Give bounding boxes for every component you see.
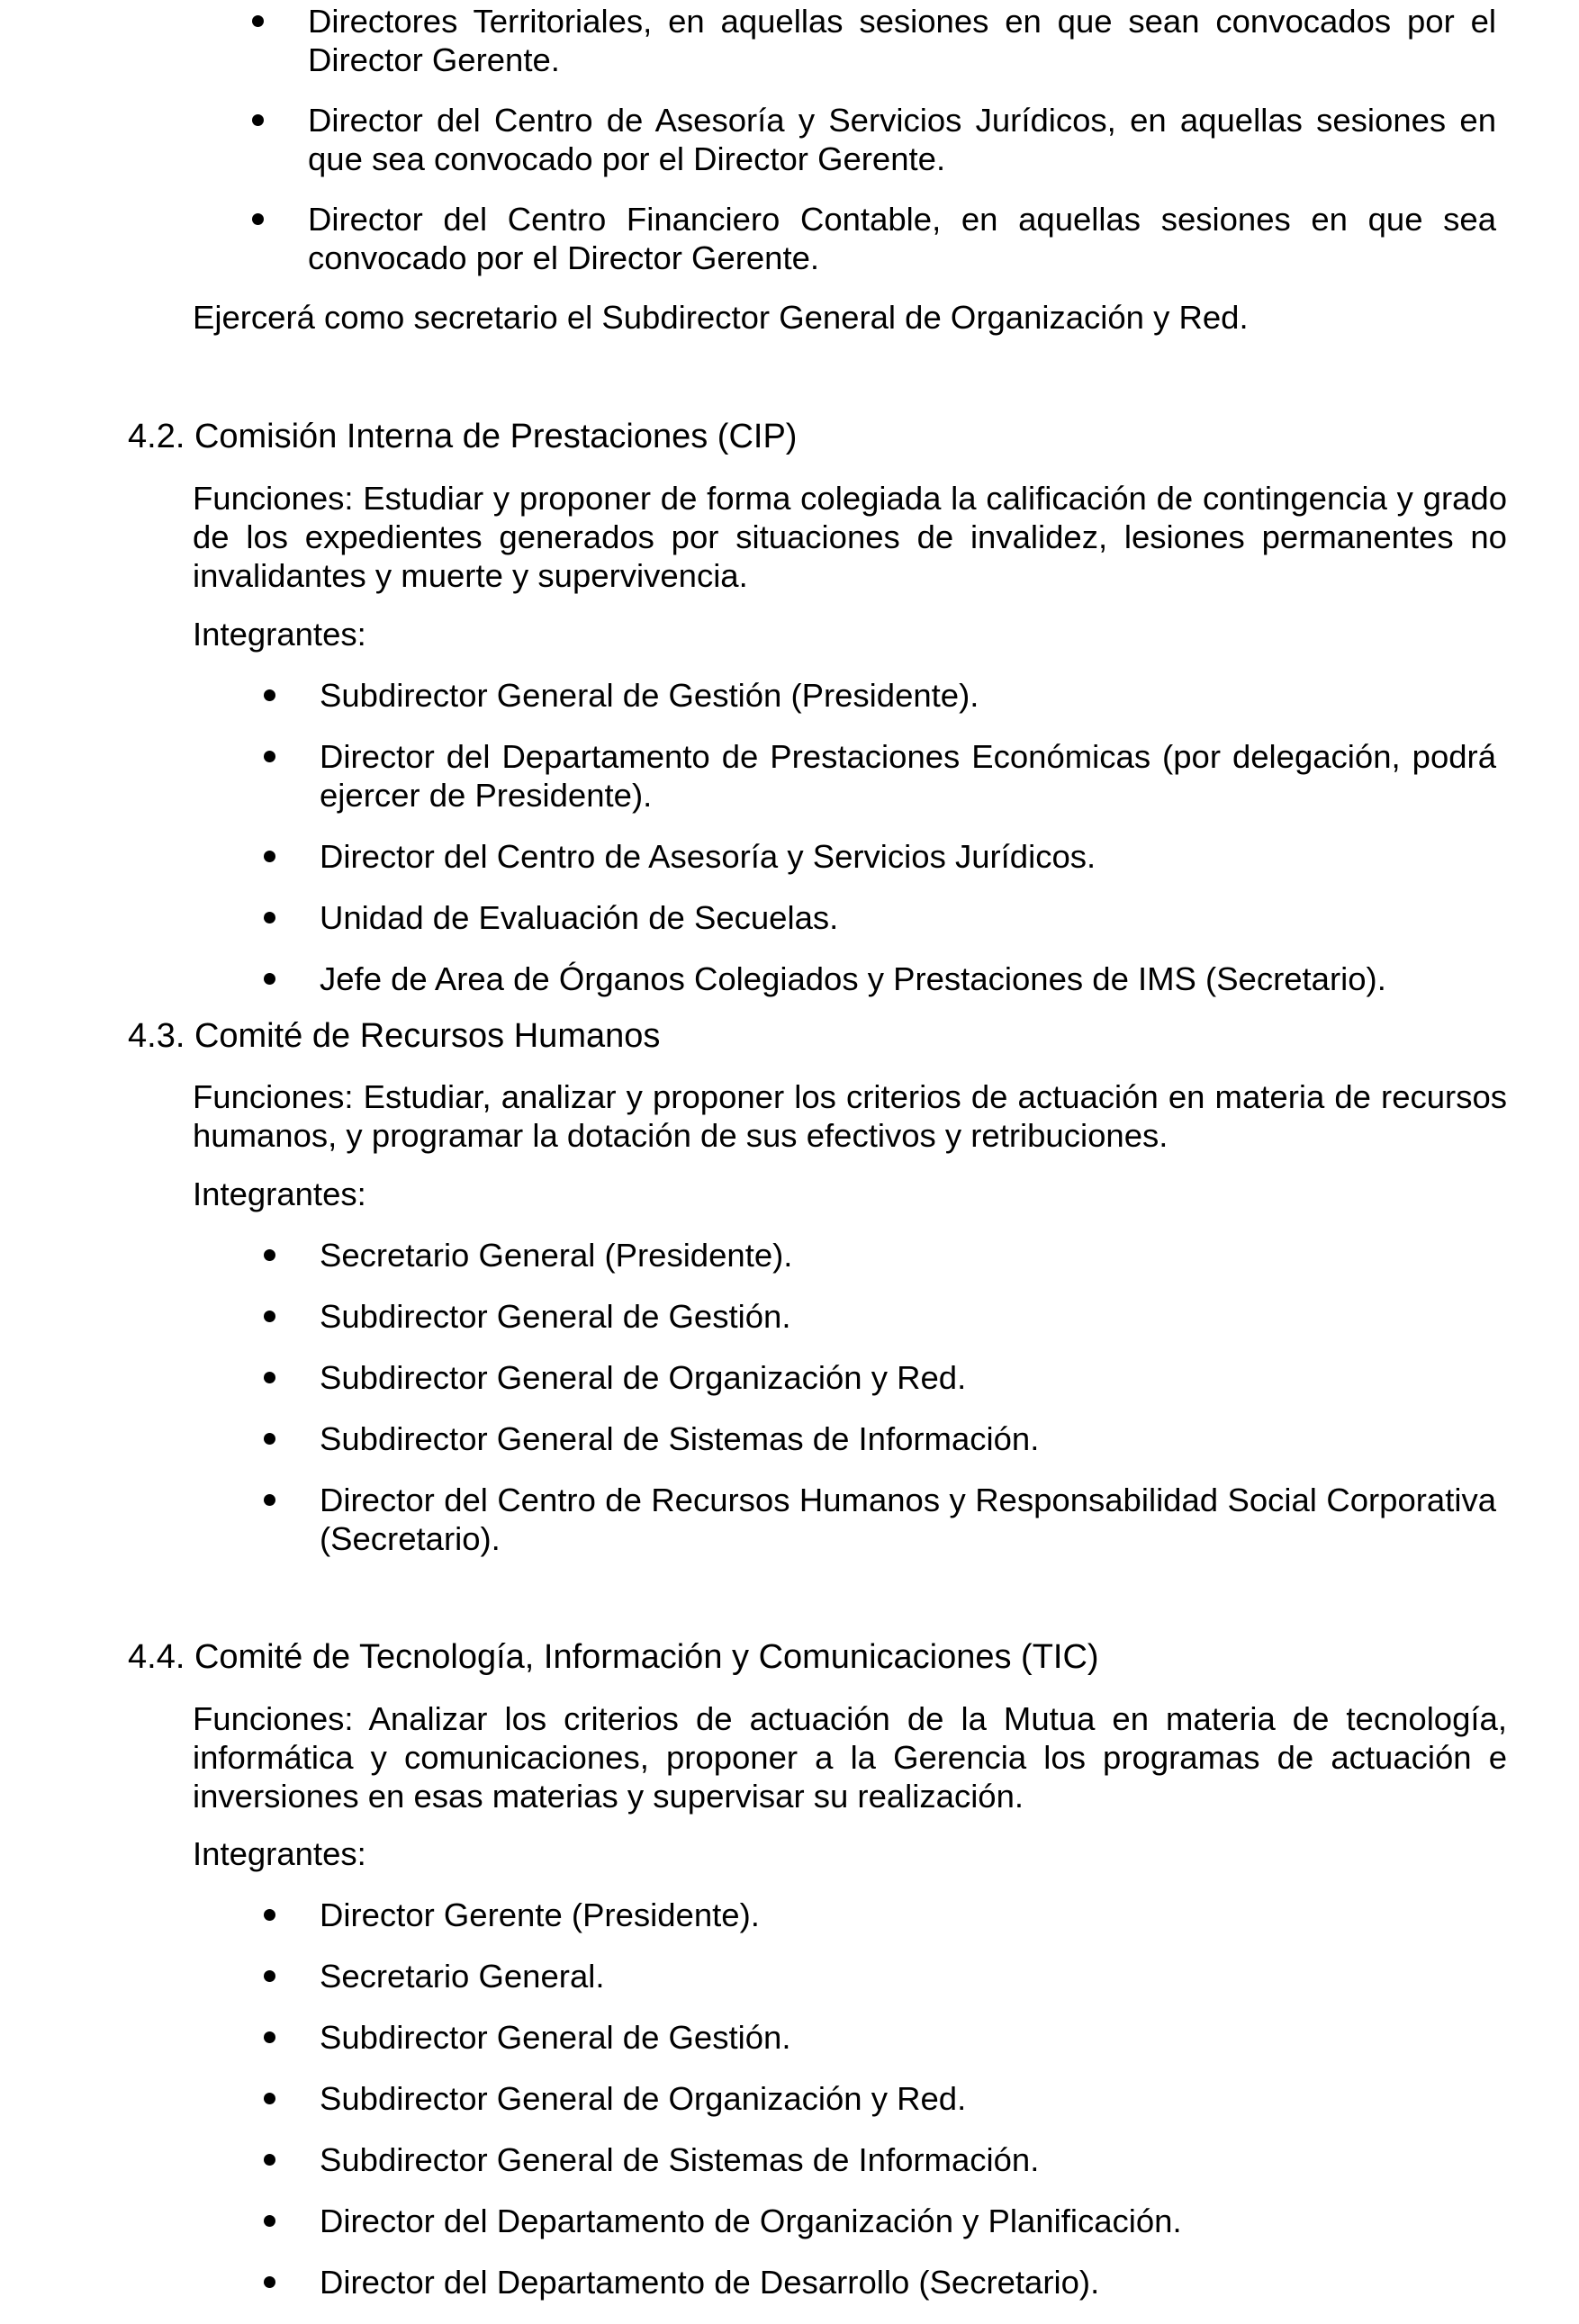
bullet-icon xyxy=(264,1372,275,1383)
section-heading: 4.2. Comisión Interna de Prestaciones (CIP) xyxy=(128,418,798,455)
bullet-icon xyxy=(264,2215,275,2227)
list-item: Subdirector General de Sistemas de Información. xyxy=(320,1419,1496,1458)
list-item: Subdirector General de Organización y Red. xyxy=(320,2079,1496,2118)
bullet-icon xyxy=(264,689,275,701)
bullet-icon xyxy=(264,1433,275,1445)
integrantes-list xyxy=(320,676,1496,1021)
bullet-icon xyxy=(264,912,275,923)
integrantes-list xyxy=(320,1236,1496,1581)
list-item: Director del Centro de Asesoría y Servicios Jurídicos, en aquellas sesiones en que sea convocado por el Director Gerente. xyxy=(308,101,1496,178)
secretary-note: Ejercerá como secretario el Subdirector General de Organización y Red. xyxy=(193,299,1249,336)
list-item: Unidad de Evaluación de Secuelas. xyxy=(320,898,1496,937)
list-item: Director Gerente (Presidente). xyxy=(320,1896,1496,1934)
bullet-icon xyxy=(264,1249,275,1261)
bullet-icon xyxy=(252,114,264,126)
bullet-icon xyxy=(264,2276,275,2288)
section-heading: 4.3. Comité de Recursos Humanos xyxy=(128,1017,661,1055)
list-item: Director del Centro de Recursos Humanos y Responsabilidad Social Corporativa (Secretario). xyxy=(320,1481,1496,1558)
list-item: Jefe de Area de Órganos Colegiados y Prestaciones de IMS (Secretario). xyxy=(320,959,1496,998)
bullet-icon xyxy=(264,973,275,985)
bullet-icon xyxy=(264,2031,275,2043)
section-funciones: Funciones: Estudiar, analizar y proponer los criterios de actuación en materia de recursos humanos, y programar la dotación de sus efectivos y retribuciones. xyxy=(193,1078,1507,1154)
list-item: Directores Territoriales, en aquellas sesiones en que sean convocados por el Director Gerente. xyxy=(308,2,1496,79)
intro-bullet-list xyxy=(308,2,1496,299)
bullet-icon xyxy=(252,15,264,27)
list-item: Director del Centro de Asesoría y Servicios Jurídicos. xyxy=(320,837,1496,876)
list-item: Subdirector General de Sistemas de Información. xyxy=(320,2140,1496,2179)
list-item: Director del Centro Financiero Contable, en aquellas sesiones en que sea convocado por el Director Gerente. xyxy=(308,200,1496,277)
section-funciones: Funciones: Analizar los criterios de actuación de la Mutua en materia de tecnología, informática y comunicaciones, proponer a la Gerencia los programas de actuación e inversiones en esas materias y supervisar su realización. xyxy=(193,1700,1507,1815)
bullet-icon xyxy=(264,1494,275,1506)
integrantes-label: Integrantes: xyxy=(193,616,366,653)
list-item: Subdirector General de Gestión (Presidente). xyxy=(320,676,1496,715)
list-item: Director del Departamento de Desarrollo (Secretario). xyxy=(320,2263,1496,2301)
list-item: Subdirector General de Organización y Red. xyxy=(320,1358,1496,1397)
list-item: Subdirector General de Gestión. xyxy=(320,2018,1496,2057)
list-item: Subdirector General de Gestión. xyxy=(320,1297,1496,1336)
section-heading: 4.4. Comité de Tecnología, Información y Comunicaciones (TIC) xyxy=(128,1638,1099,1676)
list-item: Secretario General. xyxy=(320,1957,1496,1995)
list-item: Secretario General (Presidente). xyxy=(320,1236,1496,1275)
bullet-icon xyxy=(264,1311,275,1322)
bullet-icon xyxy=(264,2154,275,2166)
integrantes-label: Integrantes: xyxy=(193,1835,366,1872)
bullet-icon xyxy=(264,751,275,762)
section-funciones: Funciones: Estudiar y proponer de forma colegiada la calificación de contingencia y grado de los expedientes generados por situaciones de invalidez, lesiones permanentes no invalidantes y muerte y supervivencia. xyxy=(193,480,1507,594)
integrantes-label: Integrantes: xyxy=(193,1176,366,1212)
bullet-icon xyxy=(264,2093,275,2104)
bullet-icon xyxy=(264,1909,275,1921)
list-item: Director del Departamento de Prestaciones Económicas (por delegación, podrá ejercer de Presidente). xyxy=(320,737,1496,815)
integrantes-list xyxy=(320,1896,1496,2324)
list-item: Director del Departamento de Organización y Planificación. xyxy=(320,2202,1496,2240)
bullet-icon xyxy=(264,1970,275,1982)
bullet-icon xyxy=(264,851,275,862)
bullet-icon xyxy=(252,213,264,225)
